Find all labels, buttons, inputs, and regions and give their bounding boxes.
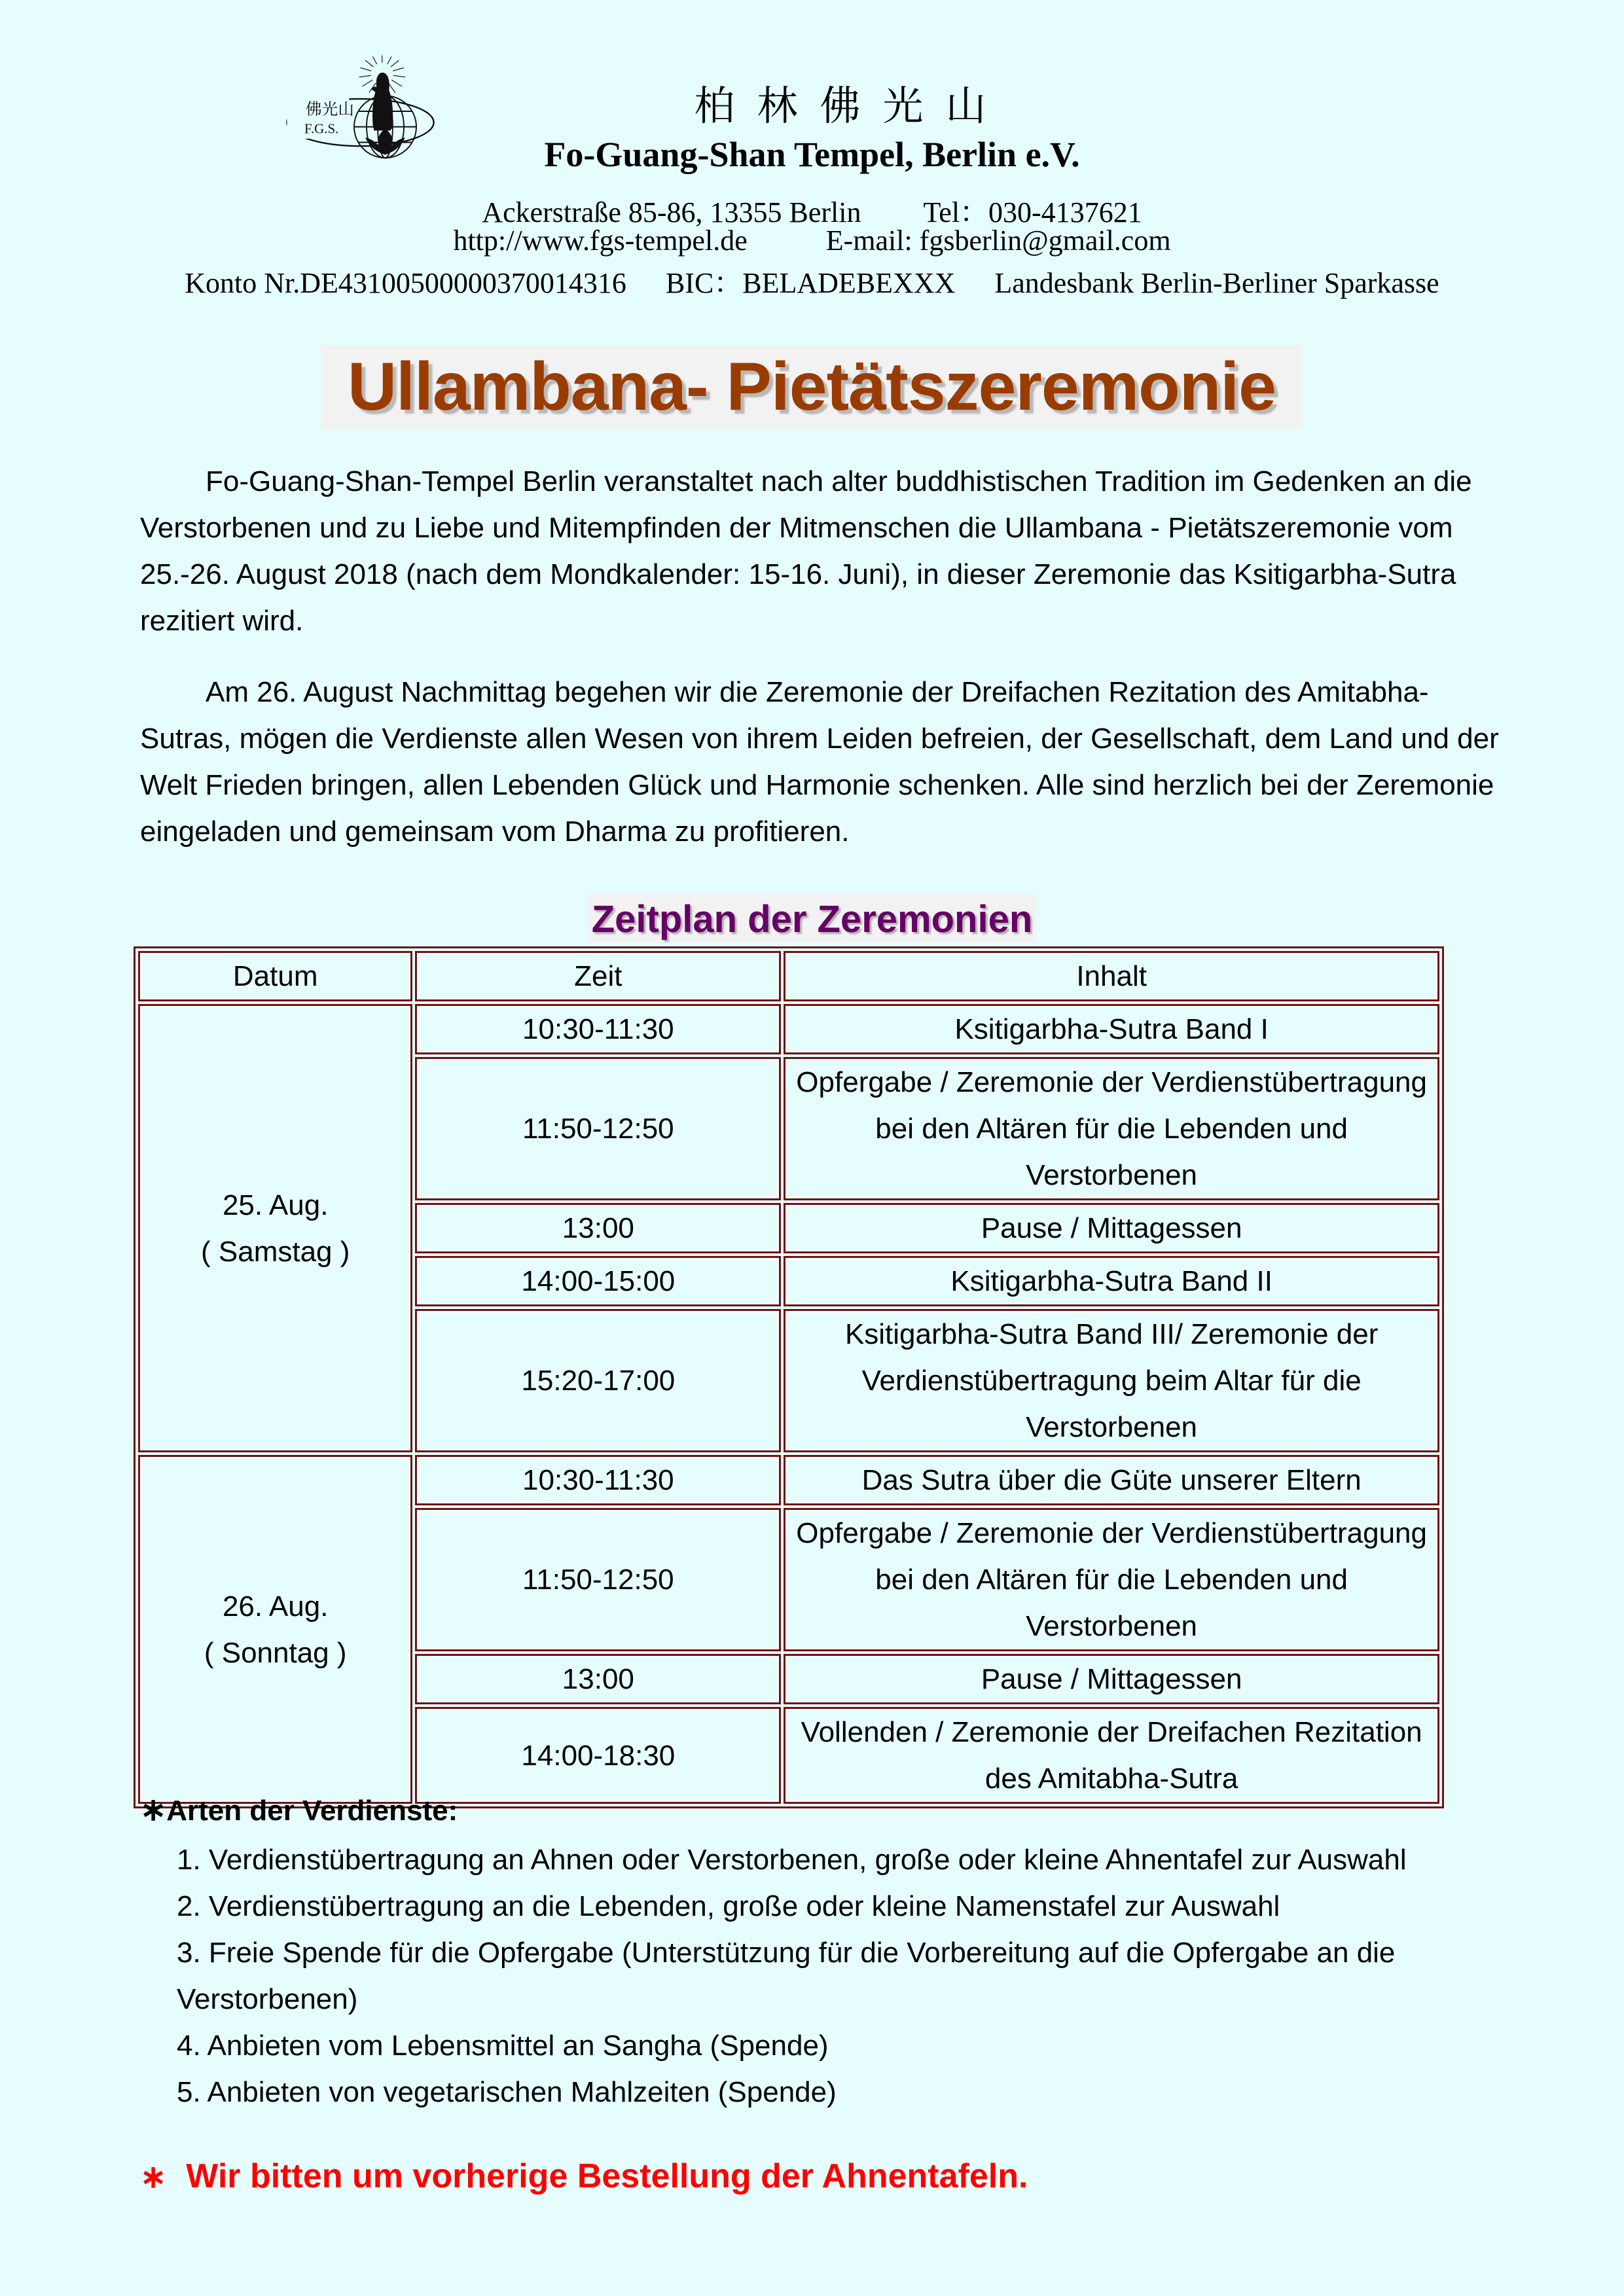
content-cell: Ksitigarbha-Sutra Band I <box>784 1004 1439 1054</box>
time-cell: 15:20-17:00 <box>415 1309 781 1452</box>
content-cell: Pause / Mittagessen <box>784 1654 1439 1704</box>
time-cell: 14:00-15:00 <box>415 1256 781 1306</box>
table-row <box>138 1004 1439 1054</box>
website-link[interactable]: http://www.fgs-tempel.de <box>453 224 748 257</box>
bic-code: BIC：BELADEBEXXX <box>665 267 956 299</box>
email-link[interactable]: E-mail: fgsberlin@gmail.com <box>825 224 1171 257</box>
time-cell: 14:00-18:30 <box>415 1707 781 1804</box>
content-cell: Ksitigarbha-Sutra Band III/ Zeremonie der Verdienstübertragung beim Altar für die Verstorbenen <box>784 1309 1439 1452</box>
header-content: Inhalt <box>784 951 1439 1001</box>
temple-name-english: Fo-Guang-Shan Tempel, Berlin e.V. <box>544 135 1080 174</box>
schedule-table <box>134 946 1444 1808</box>
main-title: Ullambana- Pietätszeremonie <box>348 349 1276 425</box>
order-notice <box>140 2153 1028 2200</box>
list-item: 1. Verdienstübertragung an Ahnen oder Verstorbenen, große oder kleine Ahnentafel zur Auswahl <box>177 1844 1407 1876</box>
time-cell: 13:00 <box>415 1203 781 1253</box>
schedule-title: Zeitplan der Zeremonien <box>588 894 1037 942</box>
detail-text: Am 26. August Nachmittag begehen wir die Zeremonie der Dreifachen Rezitation des Amitabha-Sutras, mögen die Verdienste allen Wesen von ihrem Leiden befreien, der Gesellschaft, dem Land und der Welt Frieden bringen, allen Lebenden Glück und Harmonie schenken. Alle sind herzlich bei der Zeremonie eingeladen und gemeinsam vom Dharma zu profitieren. <box>140 676 1499 848</box>
content-cell: Ksitigarbha-Sutra Band II <box>784 1256 1439 1306</box>
content-cell: Pause / Mittagessen <box>784 1203 1439 1253</box>
time-cell: 10:30-11:30 <box>415 1455 781 1505</box>
logo-text-en: F.G.S. <box>304 120 339 137</box>
bank-name: Landesbank Berlin-Berliner Sparkasse <box>994 267 1439 299</box>
content-cell: Opfergabe / Zeremonie der Verdienstübertragung bei den Altären für die Lebenden und Verstorbenen <box>784 1508 1439 1651</box>
intro-paragraph <box>140 458 1508 644</box>
time-cell: 11:50-12:50 <box>415 1508 781 1651</box>
asterisk-icon: ∗ <box>140 2160 167 2195</box>
intro-text: Fo-Guang-Shan-Tempel Berlin veranstaltet nach alter buddhistischen Tradition im Gedenken an die Verstorbenen und zu Liebe und Mitempfinden der Mitmenschen die Ullambana - Pietätszeremonie vom 25.-26. August 2018 (nach dem Mondkalender: 15-16. Juni), in dieser Zeremonie das Ksitigarbha-Sutra rezitiert wird. <box>140 465 1472 637</box>
date-cell-day1 <box>138 1004 412 1452</box>
weekday-label: ( Samstag ) <box>201 1235 350 1268</box>
content-cell: Opfergabe / Zeremonie der Verdienstübertragung bei den Altären für die Lebenden und Verstorbenen <box>784 1057 1439 1200</box>
list-item: 5. Anbieten von vegetarischen Mahlzeiten (Spende) <box>177 2076 837 2108</box>
date-label: 26. Aug. <box>222 1590 329 1623</box>
date-label: 25. Aug. <box>222 1189 329 1221</box>
phone-number: Tel：030-4137621 <box>923 196 1142 228</box>
list-item: 2. Verdienstübertragung an die Lebenden, große oder kleine Namenstafel zur Auswahl <box>177 1890 1280 1922</box>
merits-list <box>177 1837 1486 2115</box>
date-cell-day2 <box>138 1455 412 1804</box>
list-item: 4. Anbieten vom Lebensmittel an Sangha (Spende) <box>177 2030 829 2062</box>
list-item: 3. Freie Spende für die Opfergabe (Unterstützung für die Vorbereitung auf die Opfergabe an die Verstorbenen) <box>177 1937 1396 2015</box>
detail-paragraph <box>140 669 1508 855</box>
merits-heading <box>140 1787 458 1834</box>
logo-text-cn: 佛光山 <box>305 99 354 118</box>
time-cell: 11:50-12:50 <box>415 1057 781 1200</box>
bank-line <box>0 259 1624 301</box>
account-number: Konto Nr.DE43100500000370014316 <box>185 267 626 299</box>
time-cell: 10:30-11:30 <box>415 1004 781 1054</box>
order-notice-text: Wir bitten um vorherige Bestellung der Ahnentafeln. <box>186 2157 1028 2195</box>
temple-name-chinese: 柏林佛光山 <box>694 82 1009 130</box>
table-row <box>138 1455 1439 1505</box>
street-address: Ackerstraße 85-86, 13355 Berlin <box>482 196 861 228</box>
time-cell: 13:00 <box>415 1654 781 1704</box>
weekday-label: ( Sonntag ) <box>204 1636 347 1669</box>
merits-heading-text: Arten der Verdienste: <box>166 1795 458 1827</box>
schedule-title-wrap <box>0 894 1624 942</box>
content-cell: Vollenden / Zeremonie der Dreifachen Rezitation des Amitabha-Sutra <box>784 1707 1439 1804</box>
table-header-row <box>138 951 1439 1001</box>
contact-line <box>0 224 1624 257</box>
asterisk-icon: ∗ <box>140 1793 167 1827</box>
content-cell: Das Sutra über die Güte unserer Eltern <box>784 1455 1439 1505</box>
header-date: Datum <box>138 951 412 1001</box>
header-time: Zeit <box>415 951 781 1001</box>
